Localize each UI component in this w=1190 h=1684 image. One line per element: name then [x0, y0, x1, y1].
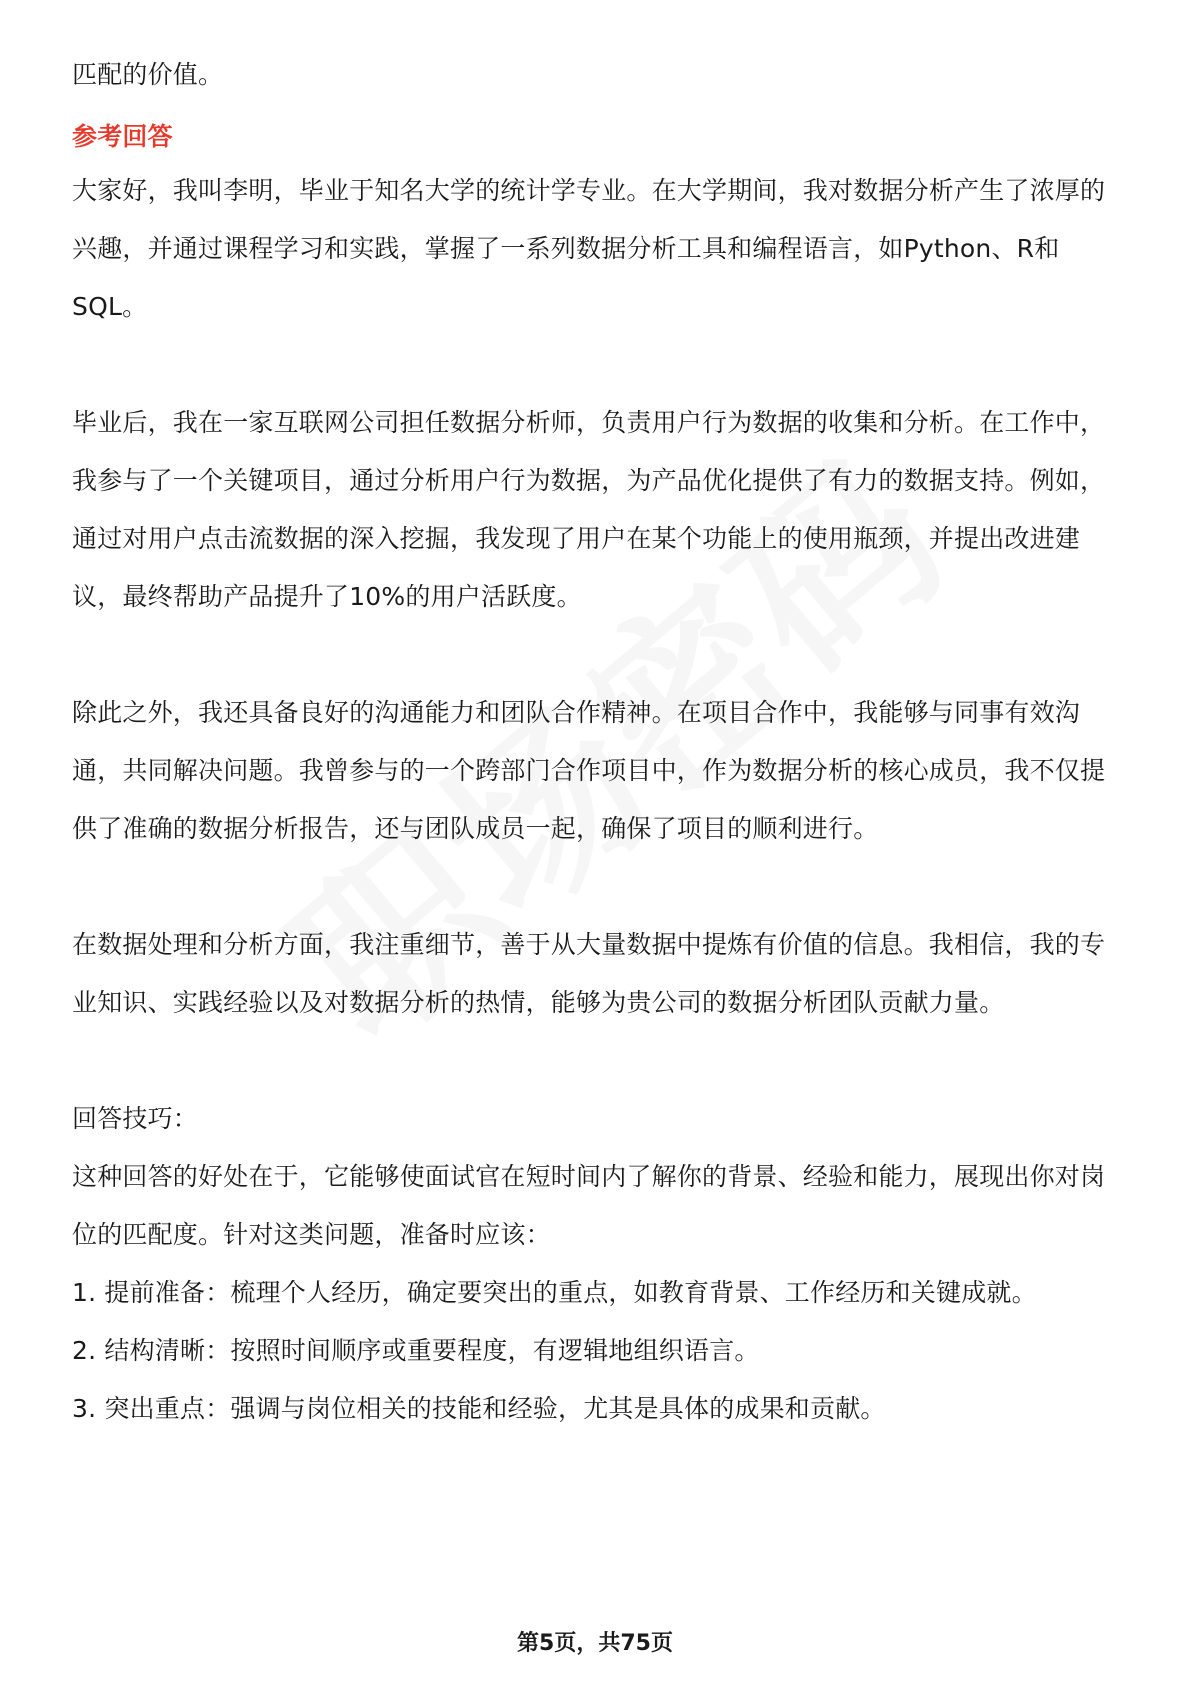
tip-item: 1. 提前准备：梳理个人经历，确定要突出的重点，如教育背景、工作经历和关键成就。	[72, 1278, 1037, 1307]
paragraph-teamwork: 除此之外，我还具备良好的沟通能力和团队合作精神。在项目合作中，我能够与同事有效沟通，共同解决问题。我曾参与的一个跨部门合作项目中，作为数据分析的核心成员，我不仅提供了准确的数据分析报告，还与团队成员一起，确保了项目的顺利进行。	[72, 698, 1106, 843]
tip-item: 2. 结构清晰：按照时间顺序或重要程度，有逻辑地组织语言。	[72, 1336, 760, 1365]
paragraph-gap	[72, 1032, 1118, 1090]
paragraph-intro: 大家好，我叫李明，毕业于知名大学的统计学专业。在大学期间，我对数据分析产生了浓厚的兴趣，并通过课程学习和实践，掌握了一系列数据分析工具和编程语言，如Python、R和SQL。	[72, 176, 1106, 321]
document-body	[72, 46, 1118, 1438]
paragraph-closing: 在数据处理和分析方面，我注重细节，善于从大量数据中提炼有价值的信息。我相信，我的专业知识、实践经验以及对数据分析的热情，能够为贵公司的数据分析团队贡献力量。	[72, 930, 1106, 1017]
paragraph-gap	[72, 858, 1118, 916]
paragraph-gap	[72, 626, 1118, 684]
tips-intro: 这种回答的好处在于，它能够使面试官在短时间内了解你的背景、经验和能力，展现出你对岗位的匹配度。针对这类问题，准备时应该：	[72, 1162, 1106, 1249]
tip-item: 3. 突出重点：强调与岗位相关的技能和经验，尤其是具体的成果和贡献。	[72, 1394, 886, 1423]
tips-title: 回答技巧：	[72, 1104, 199, 1133]
intro-tail: 匹配的价值。	[72, 60, 224, 89]
answer-heading: 参考回答	[72, 122, 173, 151]
page-number: 第5页，共75页	[517, 1631, 673, 1656]
paragraph-gap	[72, 336, 1118, 394]
paragraph-work: 毕业后，我在一家互联网公司担任数据分析师，负责用户行为数据的收集和分析。在工作中，我参与了一个关键项目，通过分析用户行为数据，为产品优化提供了有力的数据支持。例如，通过对用户点击流数据的深入挖掘，我发现了用户在某个功能上的使用瓶颈，并提出改进建议，最终帮助产品提升了10%的用户活跃度。	[72, 408, 1106, 611]
